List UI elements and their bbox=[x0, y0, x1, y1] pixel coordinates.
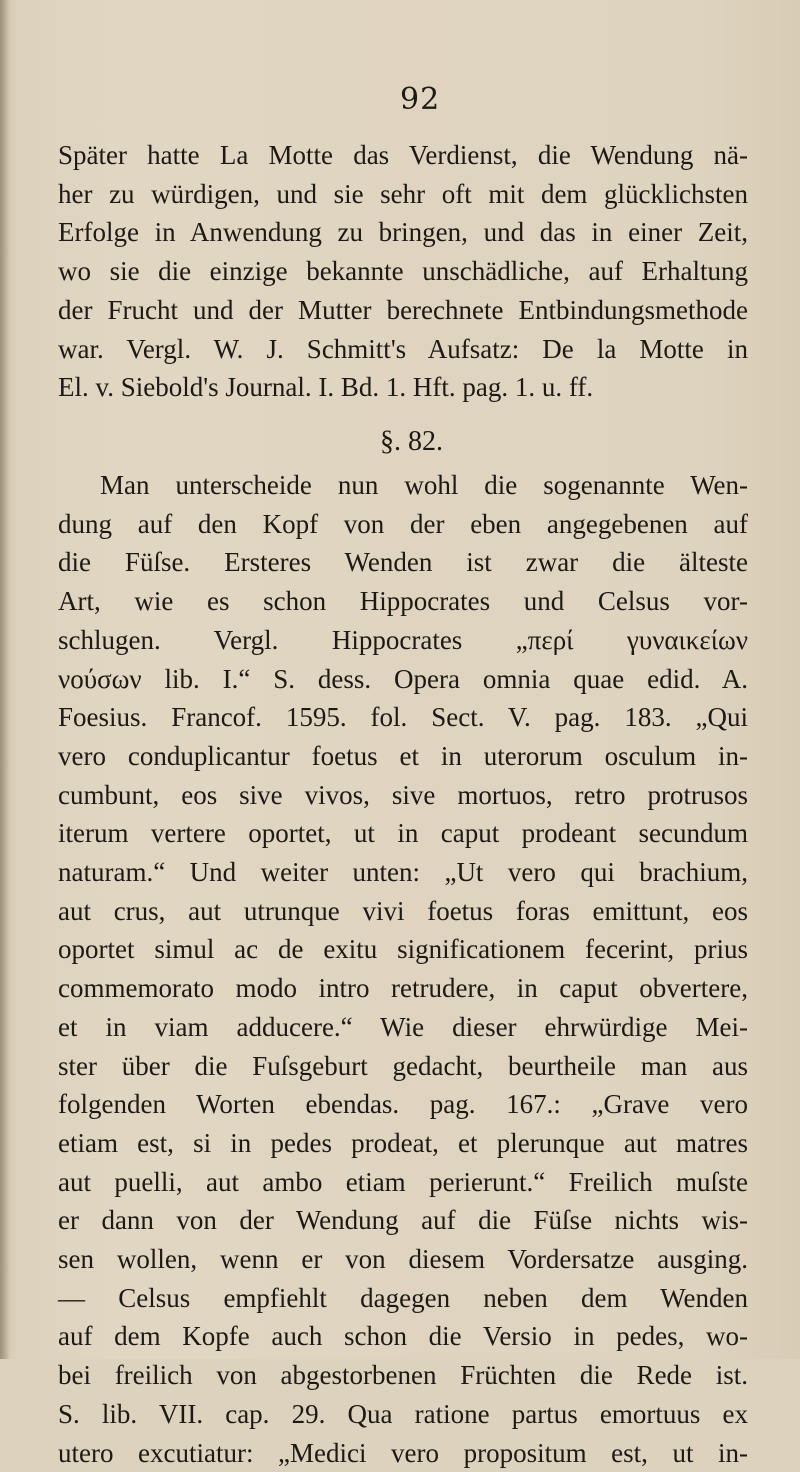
text-line: — Celsus empfiehlt dagegen neben dem Wenden bbox=[58, 1282, 748, 1313]
text-line: sen wollen, wenn er von diesem Vordersatze ausging. bbox=[58, 1244, 748, 1275]
text-line: cumbunt, eos sive vivos, sive mortuos, retro protrusos bbox=[58, 779, 748, 810]
paragraph-2 bbox=[58, 466, 748, 1472]
section-heading: §. 82. bbox=[380, 426, 443, 457]
text-line: schlugen. Vergl. Hippocrates „περί γυναικείων bbox=[58, 624, 748, 655]
text-line: aut crus, aut utrunque vivi foetus foras emittunt, eos bbox=[58, 895, 748, 926]
text-line: war. Vergl. W. J. Schmitt's Aufsatz: De la Motte in bbox=[58, 333, 748, 364]
text-line: Man unterscheide nun wohl die sogenannte Wen- bbox=[100, 470, 748, 500]
text-line: oportet simul ac de exitu significationem fecerint, prius bbox=[58, 934, 748, 965]
text-line: El. v. Siebold's Journal. I. Bd. 1. Hft. pag. 1. u. ff. bbox=[58, 372, 594, 403]
text-line: Erfolge in Anwendung zu bringen, und das in einer Zeit, bbox=[58, 217, 748, 248]
paragraph-1 bbox=[58, 136, 748, 407]
text-line: νούσων lib. I.“ S. dess. Opera omnia quae edid. A. bbox=[58, 663, 748, 694]
text-line: folgenden Worten ebendas. pag. 167.: „Grave vero bbox=[58, 1089, 748, 1120]
text-line: Art, wie es schon Hippocrates und Celsus vor- bbox=[58, 586, 748, 617]
text-line: die Füſse. Ersteres Wenden ist zwar die älteste bbox=[58, 547, 748, 578]
text-line: S. lib. VII. cap. 29. Qua ratione partus emortuus ex bbox=[58, 1398, 748, 1429]
text-line: der Frucht und der Mutter berechnete Entbindungsmethode bbox=[58, 294, 748, 325]
text-line: et in viam adducere.“ Wie dieser ehrwürdige Mei- bbox=[58, 1011, 748, 1042]
text-line: iterum vertere oportet, ut in caput prodeant secundum bbox=[58, 818, 748, 849]
text-line: etiam est, si in pedes prodeat, et plerunque aut matres bbox=[58, 1127, 748, 1158]
text-line: naturam.“ Und weiter unten: „Ut vero qui brachium, bbox=[58, 857, 748, 888]
text-line: er dann von der Wendung auf die Füſse nichts wis- bbox=[58, 1205, 748, 1236]
text-line: Foesius. Francof. 1595. fol. Sect. V. pag. 183. „Qui bbox=[58, 702, 748, 733]
text-line: wo sie die einzige bekannte unschädliche, auf Erhaltung bbox=[58, 256, 748, 287]
text-line: commemorato modo intro retrudere, in caput obvertere, bbox=[58, 973, 748, 1004]
page-gutter-shadow bbox=[0, 0, 10, 1359]
text-line: Später hatte La Motte das Verdienst, die Wendung nä- bbox=[58, 140, 748, 170]
text-line: ster über die Fuſsgeburt gedacht, beurtheile man aus bbox=[58, 1050, 748, 1081]
text-line: dung auf den Kopf von der eben angegebenen auf bbox=[58, 508, 748, 539]
text-line: auf dem Kopfe auch schon die Versio in pedes, wo- bbox=[58, 1321, 748, 1352]
page-number: 92 bbox=[400, 82, 441, 117]
text-line: aut puelli, aut ambo etiam perierunt.“ Freilich muſste bbox=[58, 1166, 748, 1197]
text-line: her zu würdigen, und sie sehr oft mit dem glücklichsten bbox=[58, 178, 748, 209]
text-line: bei freilich von abgestorbenen Früchten die Rede ist. bbox=[58, 1360, 748, 1391]
text-line: utero excutiatur: „Medici vero propositum est, ut in- bbox=[58, 1437, 748, 1468]
text-line: vero conduplicantur foetus et in uterorum osculum in- bbox=[58, 740, 748, 771]
